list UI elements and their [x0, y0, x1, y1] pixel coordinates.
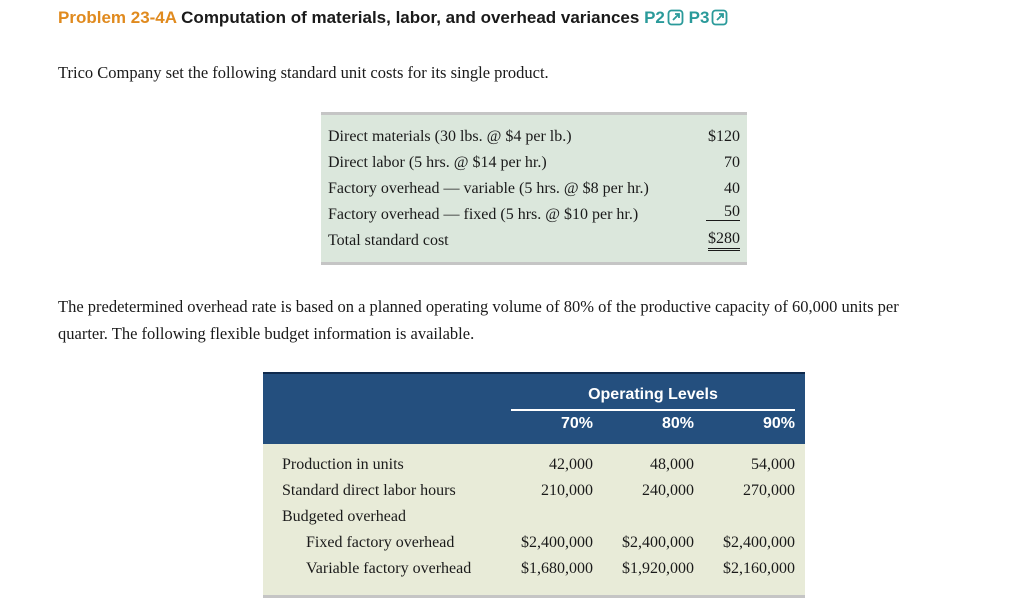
standard-cost-row: Factory overhead — variable (5 hrs. @ $8 per hr.) 40	[328, 180, 740, 197]
operating-levels-heading: Operating Levels	[588, 386, 718, 403]
table-row: Standard direct labor hours 210,000 240,000 270,000	[282, 482, 795, 499]
paragraph-line: quarter. The following flexible budget information is available.	[58, 324, 475, 343]
description-paragraph	[58, 293, 998, 347]
problem-number: Problem 23-4A	[58, 8, 177, 27]
problem-heading	[58, 6, 728, 30]
table-row: Fixed factory overhead $2,400,000 $2,400,000 $2,400,000	[306, 534, 795, 551]
standard-cost-total-row: Total standard cost $280	[328, 230, 740, 249]
flexible-budget-header	[263, 372, 805, 444]
external-link-icon	[711, 9, 728, 26]
table-row: Production in units 42,000 48,000 54,000	[282, 456, 795, 473]
objective-link-p2[interactable]: P2	[644, 8, 684, 27]
table-row: Variable factory overhead $1,680,000 $1,920,000 $2,160,000	[306, 560, 795, 577]
level-header: 90%	[762, 415, 795, 432]
level-header: 70%	[560, 415, 593, 432]
standard-cost-table	[321, 112, 747, 265]
header-rule	[511, 409, 795, 411]
flexible-budget-table	[263, 372, 805, 598]
table-row: Budgeted overhead	[282, 508, 406, 525]
intro-text: Trico Company set the following standard unit costs for its single product.	[58, 63, 549, 82]
level-header: 80%	[661, 415, 694, 432]
external-link-icon	[667, 9, 684, 26]
standard-cost-row: Direct labor (5 hrs. @ $14 per hr.) 70	[328, 154, 740, 171]
flexible-budget-body	[263, 444, 805, 595]
problem-title: Computation of materials, labor, and overhead variances	[181, 8, 640, 27]
paragraph-line: The predetermined overhead rate is based on a planned operating volume of 80% of the productive capacity of 60,000 units per	[58, 297, 899, 316]
standard-cost-row: Direct materials (30 lbs. @ $4 per lb.) $120	[328, 128, 740, 145]
objective-link-p3[interactable]: P3	[689, 8, 729, 27]
standard-cost-row: Factory overhead — fixed (5 hrs. @ $10 per hr.) 50	[328, 203, 740, 223]
